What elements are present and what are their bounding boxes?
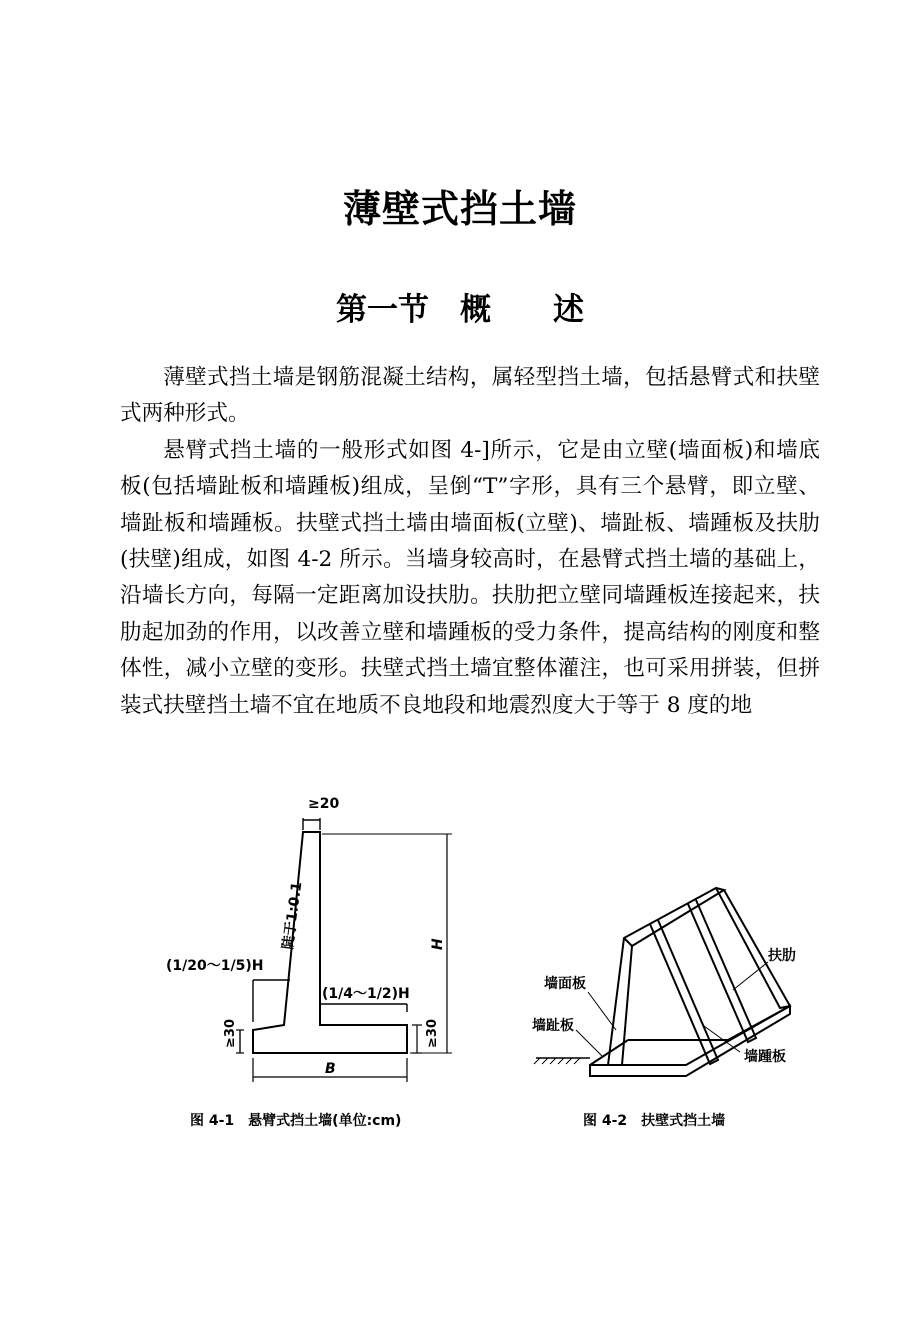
figure-4-2 bbox=[528, 880, 818, 1085]
counterfort-rib-1 bbox=[650, 920, 718, 1064]
counterfort-rib-2 bbox=[688, 900, 756, 1042]
section-heading: 第一节 概 述 bbox=[336, 292, 584, 328]
left-thickness-label: ≥30 bbox=[223, 1019, 238, 1048]
rib-label: 扶肋 bbox=[768, 948, 796, 964]
figure-4-1 bbox=[160, 790, 480, 1090]
cantilever-wall-outline bbox=[253, 832, 407, 1053]
right-thickness-label: ≥30 bbox=[425, 1019, 440, 1048]
figure-4-1-caption: 图 4-1 悬臂式挡土墙(单位:cm) bbox=[190, 1113, 402, 1129]
heel-label: 墙踵板 bbox=[744, 1049, 786, 1065]
toe-label: 墙趾板 bbox=[532, 1018, 574, 1034]
slope-label: 陡于1:0.1 bbox=[280, 880, 306, 951]
body-text bbox=[120, 360, 820, 724]
base-width-label: B bbox=[325, 1061, 336, 1077]
height-label: H bbox=[430, 938, 446, 950]
figure-4-2-caption: 图 4-2 扶壁式挡土墙 bbox=[583, 1113, 726, 1129]
wall-face-panel bbox=[608, 888, 724, 1065]
face-label: 墙面板 bbox=[544, 976, 586, 992]
top-width-label: ≥20 bbox=[308, 796, 340, 812]
paragraph-1: 薄壁式挡土墙是钢筋混凝土结构，属轻型挡土墙，包括悬臂式和扶壁式两种形式。 bbox=[120, 365, 820, 427]
heel-ratio-label: (1/4～1/2)H bbox=[322, 986, 410, 1002]
toe-ratio-label: (1/20～1/5)H bbox=[166, 958, 264, 974]
page-title: 薄壁式挡土墙 bbox=[342, 187, 577, 231]
paragraph-2: 悬臂式挡土墙的一般形式如图 4-]所示，它是由立壁(墙面板)和墙底板(包括墙趾板和墙踵板)组成，呈倒“T”字形，具有三个悬臂，即立壁、墙趾板和墙踵板。扶壁式挡土墙由墙面板(立壁)、墙趾板、墙踵板及扶肋(扶壁)组成，如图 4-2 所示。当墙身较高时，在悬臂式挡土墙的基础上，沿墙长方向，每隔一定距离加设扶肋。扶肋把立壁同墙踵板连接起来，扶肋起加劲的作用，以改善立壁和墙踵板的受力条件，提高结构的刚度和整体性，减小立壁的变形。扶壁式挡土墙宜整体灌注，也可采用拼装，但拼装式扶壁挡土墙不宜在地质不良地段和地震烈度大于等于 8 度的地 bbox=[120, 437, 820, 718]
